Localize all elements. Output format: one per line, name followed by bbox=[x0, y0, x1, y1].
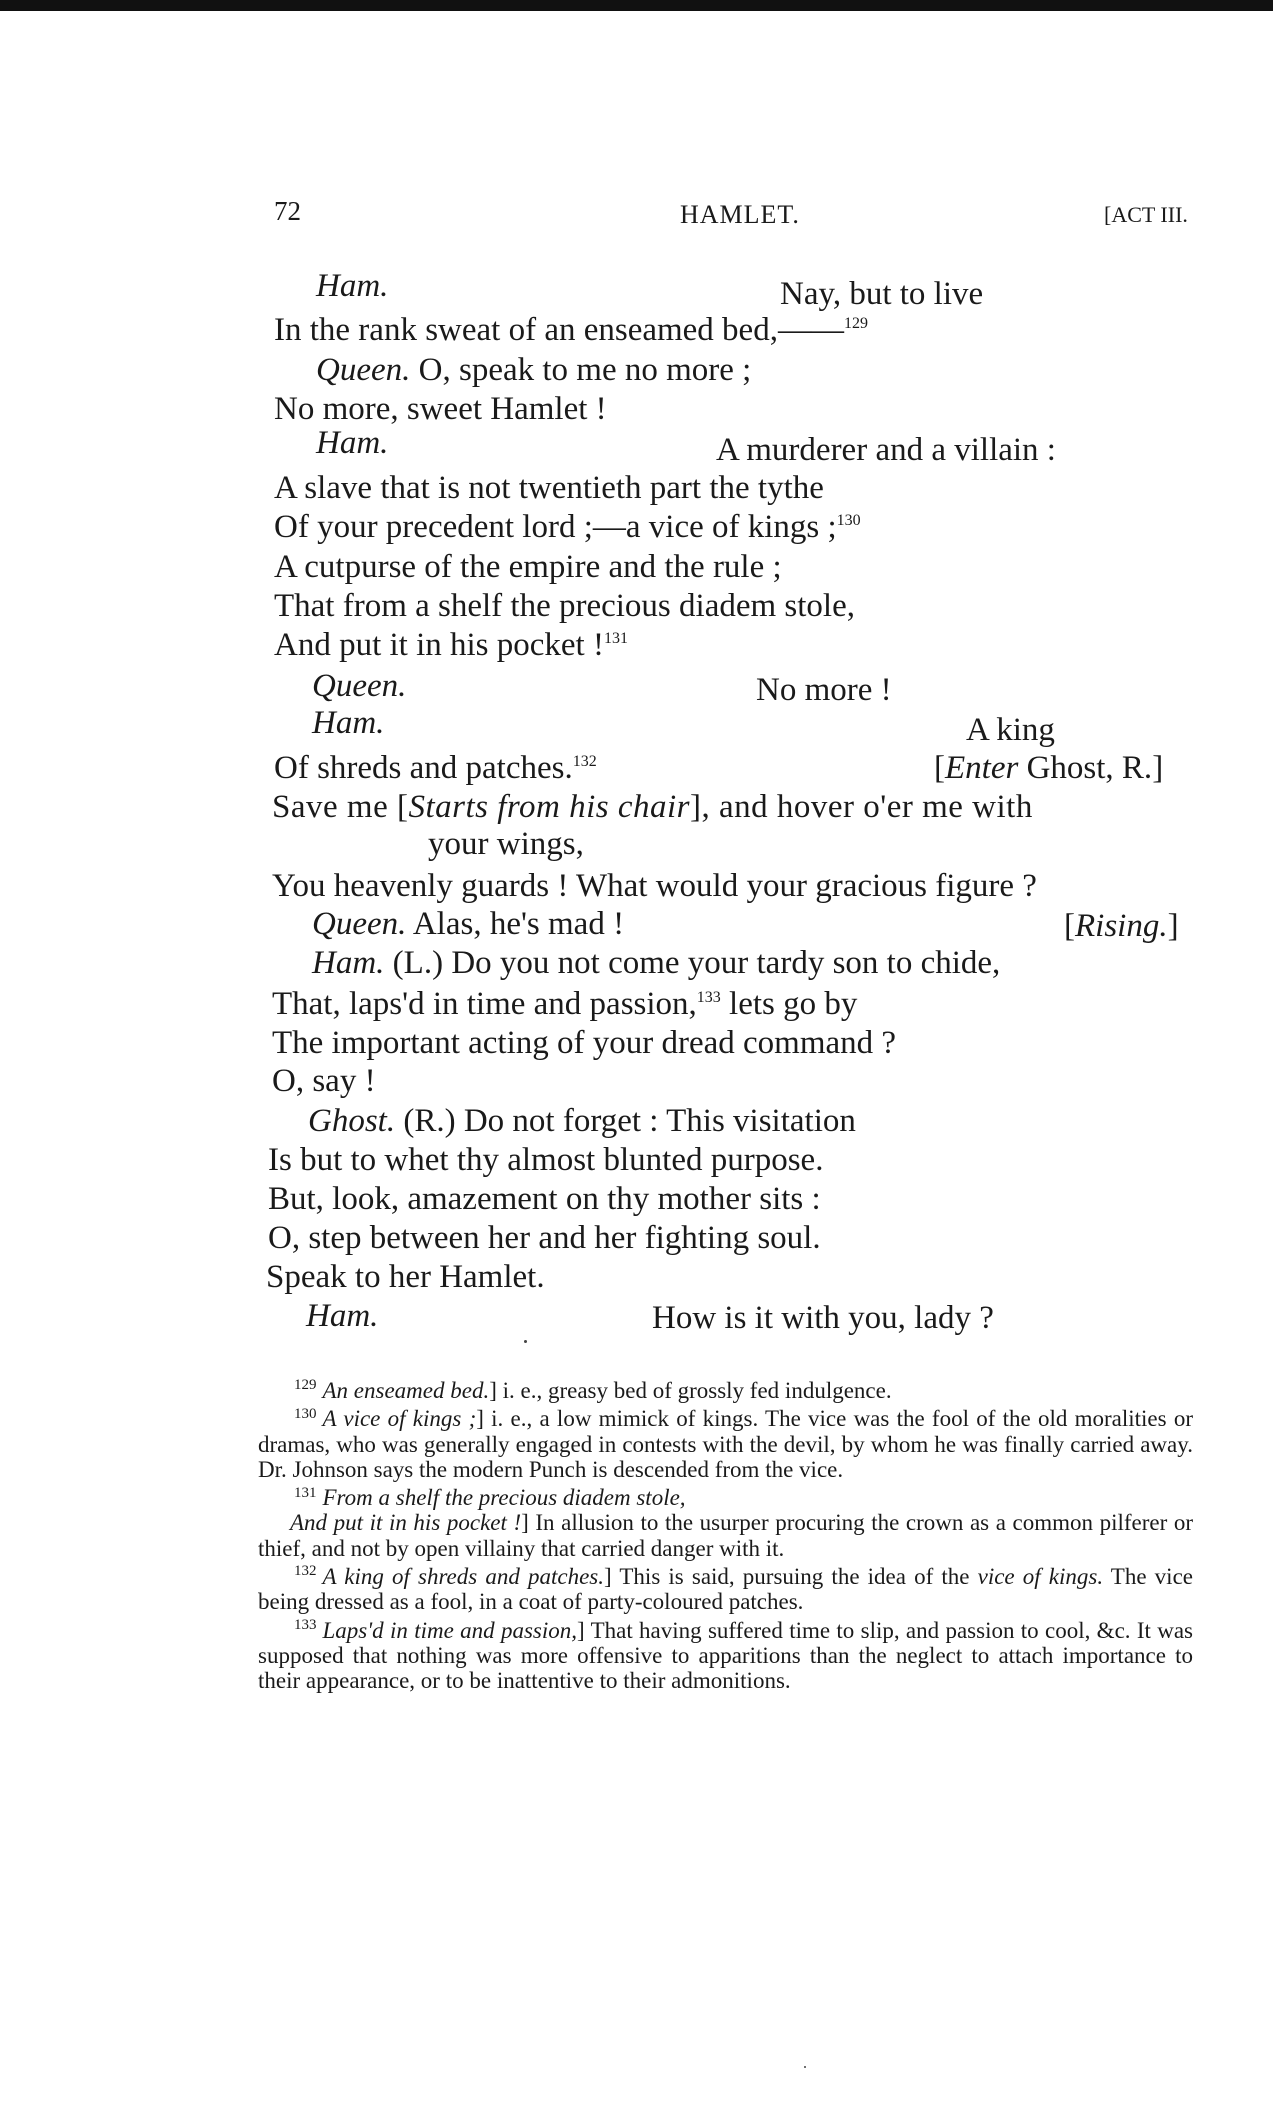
stage-direction: [Enter Ghost, R.] bbox=[934, 750, 1164, 786]
verse-line: You heavenly guards ! What would your gracious figure ? bbox=[272, 868, 1037, 904]
footnote-ref: 129 bbox=[843, 315, 868, 332]
top-border bbox=[0, 0, 1273, 11]
speck bbox=[524, 1340, 527, 1343]
verse-line: Of your precedent lord ;—a vice of kings ;$^{130}$ bbox=[274, 509, 861, 545]
footnote-129: $^{129}$ An enseamed bed.] i. e., greasy bed of grossly fed indulgence. bbox=[294, 1377, 892, 1403]
footnote-131: $^{131}$ From a shelf the precious diadem stole, And put it in his pocket !] In allusion to the usurper procuring the crown as a common pilferer or thief, and not by open villainy that carried danger with it. bbox=[258, 1484, 1193, 1561]
footnote-130: $^{130}$ A vice of kings ;] i. e., a low mimick of kings. The vice was the fool of the old moralities or dramas, who was generally engaged in contests with the devil, by whom he was finally carried away. Dr. Johnson says the modern Punch is descended from the vice. bbox=[258, 1405, 1193, 1482]
verse-line: But, look, amazement on thy mother sits : bbox=[268, 1181, 821, 1217]
verse-line: Is but to whet thy almost blunted purpose. bbox=[268, 1142, 824, 1178]
verse-line: your wings, bbox=[428, 826, 584, 862]
speaker-name: Ham. bbox=[312, 705, 385, 741]
verse-line: How is it with you, lady ? bbox=[652, 1300, 994, 1336]
speaker-name: Ham. bbox=[312, 945, 385, 981]
verse-line: The important acting of your dread command ? bbox=[272, 1025, 897, 1061]
verse-line: Queen. Alas, he's mad ! bbox=[312, 906, 625, 942]
footnote-ref: 130 bbox=[836, 512, 861, 529]
verse-line: Ham. (L.) Do you not come your tardy son to chide, bbox=[312, 945, 1001, 981]
footnote-132: $^{132}$ A king of shreds and patches.] This is said, pursuing the idea of the vice of kings. The vice being dressed as a fool, in a coat of party-coloured patches. bbox=[258, 1563, 1193, 1615]
verse-line: No more, sweet Hamlet ! bbox=[274, 391, 607, 427]
verse-line: Save me [Starts from his chair], and hover o'er me with bbox=[272, 789, 1033, 825]
page-header bbox=[0, 196, 1273, 236]
verse-line: And put it in his pocket !$^{131}$ bbox=[274, 627, 628, 663]
speaker-name: Queen. bbox=[312, 668, 407, 704]
verse-line: Speak to her Hamlet. bbox=[266, 1259, 545, 1295]
verse-line: A cutpurse of the empire and the rule ; bbox=[274, 549, 782, 585]
verse-line: In the rank sweat of an enseamed bed,——$^{129}$ bbox=[274, 312, 868, 348]
verse-line: Queen. O, speak to me no more ; bbox=[316, 352, 752, 388]
verse-line: That, laps'd in time and passion,$^{133}$ lets go by bbox=[272, 986, 858, 1022]
verse-line: A murderer and a villain : bbox=[716, 432, 1056, 468]
footnote-ref: 131 bbox=[603, 630, 628, 647]
speaker-name: Queen. bbox=[316, 352, 411, 388]
footnote-ref: 133 bbox=[696, 989, 721, 1006]
running-title: HAMLET. bbox=[680, 200, 800, 229]
act-label: [ACT III. bbox=[1104, 202, 1188, 227]
verse-line: A slave that is not twentieth part the tythe bbox=[274, 470, 824, 506]
speaker-name: Ghost. bbox=[308, 1103, 396, 1139]
verse-line bbox=[312, 707, 384, 740]
verse-line: No more ! bbox=[756, 672, 892, 708]
footnote-ref: 132 bbox=[572, 753, 597, 770]
verse-line: Ghost. (R.) Do not forget : This visitation bbox=[308, 1103, 856, 1139]
speaker-name: Queen. bbox=[312, 906, 407, 942]
verse-line: O, step between her and her fighting soul. bbox=[268, 1220, 821, 1256]
speck bbox=[804, 2066, 806, 2068]
verse-line: A king bbox=[966, 712, 1055, 748]
speaker-name: Ham. bbox=[316, 425, 389, 461]
stage-direction: [Rising.] bbox=[1064, 908, 1179, 944]
verse-line: O, say ! bbox=[272, 1063, 376, 1099]
footnote-133: $^{133}$ Laps'd in time and passion,] That having suffered time to slip, and passion to cool, &c. It was supposed that nothing was more offensive to apparitions than the neglect to attach importance to their appearance, or to be inattentive to their admonitions. bbox=[258, 1617, 1193, 1694]
verse-line bbox=[306, 1300, 378, 1333]
verse-line bbox=[316, 270, 388, 303]
speaker-name: Ham. bbox=[306, 1298, 379, 1334]
stage-direction: Starts from his chair bbox=[408, 789, 691, 825]
footnotes bbox=[258, 1378, 1193, 1697]
page-number: 72 bbox=[274, 196, 301, 226]
verse-line: Nay, but to live bbox=[780, 276, 984, 312]
verse-line: Of shreds and patches.$^{132}$ bbox=[274, 750, 597, 786]
verse-line: That from a shelf the precious diadem stole, bbox=[274, 588, 855, 624]
verse-line bbox=[312, 670, 406, 703]
verse-line bbox=[316, 427, 388, 460]
speaker-name: Ham. bbox=[316, 268, 389, 304]
